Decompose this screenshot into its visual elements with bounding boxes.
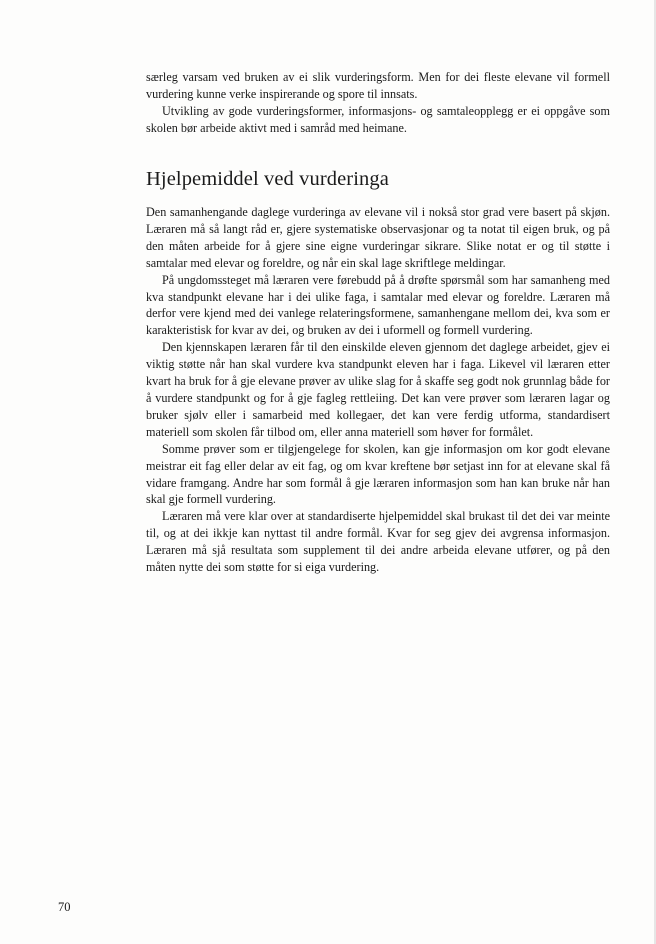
- paragraph: Læraren må vere klar over at standardiserte hjelpemiddel skal brukast til det dei var meinte til, og at dei ikkje kan nyttast til andre formål. Kvar for seg gjev dei avgrensa informasjon. Læraren må sjå resultata som supplement til dei andre arbeida elevane utfører, og på den måten nytte dei som støtte for si eiga vurdering.: [146, 509, 610, 575]
- section-heading: Hjelpemiddel ved vurderinga: [146, 168, 389, 190]
- page-number: 70: [58, 900, 71, 914]
- paragraph: Somme prøver som er tilgjengelege for skolen, kan gje informasjon om kor godt elevane meistrar eit fag eller delar av eit fag, og om kvar kreftene bør setjast inn for at elevane skal få vidare framgang. Andre har som formål å gje læraren informasjon som han kan bruke når han skal gje formell vurdering.: [146, 441, 610, 507]
- paragraph: Den kjennskapen læraren får til den einskilde eleven gjennom det daglege arbeidet, gjev ei viktig støtte når han skal vurdere kva standpunkt eleven har i faga. Likevel vil læraren etter kvart ha bruk for å gje elevane prøver av ulike slag for å skaffe seg godt nok grunnlag både for å vurdere standpunkt og for å gje fagleg rettleiing. Det kan vere prøver som læraren lagar og bruker sjølv eller i samarbeid med kollegaer, det kan vere ferdig utforma, standardisert materiell som skolen får tilbod om, eller anna materiell som høver for formålet.: [146, 340, 610, 439]
- section-body: [146, 204, 610, 576]
- paragraph: Den samanhengande daglege vurderinga av elevane vil i nokså stor grad vere basert på skjøn. Læraren må så langt råd er, gjere systematiske observasjonar og ta notat til eigen bruk, og på den måten arbeide for å gjere sine eigne vurderingar sikrare. Slike notat er og til støtte i samtalar med elevar og foreldre, og når ein skal lage skriftlege meldingar.: [146, 205, 610, 270]
- paragraph: særleg varsam ved bruken av ei slik vurderingsform. Men for dei fleste elevane vil formell vurdering kunne verke inspirerande og spore til innsats.: [146, 70, 610, 101]
- continued-text: [146, 69, 610, 137]
- paragraph: Utvikling av gode vurderingsformer, informasjons- og samtaleopplegg er ei oppgåve som skolen bør arbeide aktivt med i samråd med heimane.: [146, 103, 610, 135]
- paragraph: På ungdomssteget må læraren vere førebudd på å drøfte spørsmål som har samanheng med kva standpunkt elevane har i dei ulike faga, i samtalar med elevar og foreldre. Læraren må derfor vere kjend med dei vanlege relateringsformene, samanhengane mellom dei, kva som er karakteristisk for kvar av dei, og bruken av dei i uformell og formell vurdering.: [146, 272, 610, 338]
